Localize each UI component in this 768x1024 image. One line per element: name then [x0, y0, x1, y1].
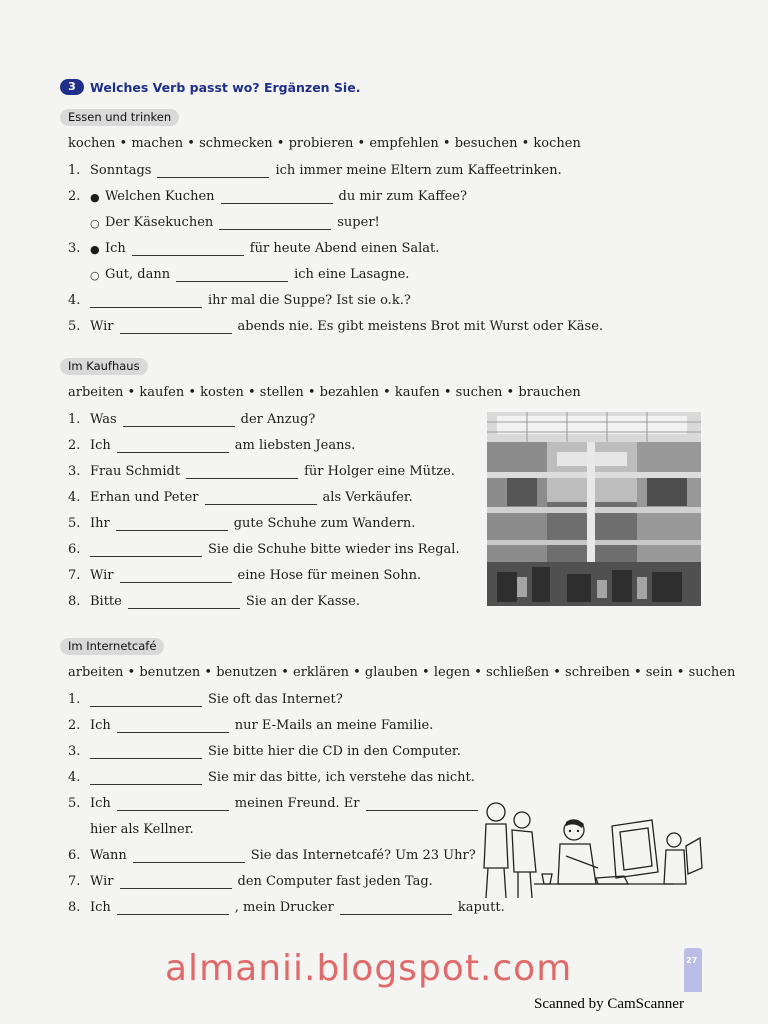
line-text: Sie an der Kasse.: [245, 594, 360, 609]
line-number: 3.: [68, 744, 81, 759]
line-text: Wir: [90, 319, 114, 334]
exercise-number-badge: 3: [60, 79, 84, 95]
answer-blank[interactable]: [186, 466, 298, 479]
line-text: du mir zum Kaffee?: [338, 189, 467, 204]
answer-blank[interactable]: [90, 694, 202, 707]
line-number: 2.: [68, 718, 81, 733]
answer-blank[interactable]: [117, 720, 229, 733]
filled-circle-icon: ●: [90, 243, 100, 256]
section-label-internetcafe: Im Internetcafé: [60, 638, 164, 655]
line-number: 4.: [68, 293, 81, 308]
open-circle-icon: ○: [90, 269, 100, 282]
internet-cafe-illustration: [474, 798, 704, 900]
line-number: 2.: [68, 438, 81, 453]
line-number: 8.: [68, 594, 81, 609]
answer-blank[interactable]: [132, 243, 244, 256]
section-label-essen: Essen und trinken: [60, 109, 179, 126]
answer-blank[interactable]: [366, 798, 478, 811]
exercise-line: [68, 160, 562, 178]
answer-blank[interactable]: [123, 414, 235, 427]
line-text: Sie mir das bitte, ich verstehe das nicht.: [208, 770, 475, 785]
exercise-line: [68, 819, 194, 837]
line-text: Wir: [90, 568, 114, 583]
exercise-line: [68, 741, 461, 759]
exercise-line: [68, 897, 505, 915]
line-text: gute Schuhe zum Wandern.: [233, 516, 416, 531]
line-number: 6.: [68, 848, 81, 863]
line-number: 5.: [68, 516, 81, 531]
line-text: Frau Schmidt: [90, 464, 181, 479]
line-number: 7.: [68, 874, 81, 889]
exercise-line: [68, 435, 355, 453]
line-number: 2.: [68, 189, 81, 204]
line-text: meinen Freund. Er: [234, 796, 360, 811]
line-text: als Verkäufer.: [322, 490, 413, 505]
scan-note: Scanned by CamScanner: [534, 996, 684, 1012]
answer-blank[interactable]: [157, 165, 269, 178]
line-text: ich eine Lasagne.: [294, 267, 410, 282]
line-text: abends nie. Es gibt meistens Brot mit Wurst oder Käse.: [237, 319, 604, 334]
exercise-line: [68, 212, 380, 230]
answer-blank[interactable]: [120, 570, 232, 583]
line-text: Ich: [90, 438, 111, 453]
page-number-tab: [684, 948, 702, 992]
line-number: 3.: [68, 464, 81, 479]
line-text: Der Käsekuchen: [105, 215, 214, 230]
line-text: ich immer meine Eltern zum Kaffeetrinken.: [275, 163, 562, 178]
exercise-line: [68, 689, 343, 707]
line-text: Bitte: [90, 594, 122, 609]
exercise-line: [68, 845, 476, 863]
exercise-line: [68, 316, 603, 334]
answer-blank[interactable]: [117, 902, 229, 915]
answer-blank[interactable]: [90, 746, 202, 759]
line-text: Sie das Internetcafé? Um 23 Uhr?: [250, 848, 476, 863]
line-number: 8.: [68, 900, 81, 915]
word-bank-kaufhaus: arbeiten • kaufen • kosten • stellen • bezahlen • kaufen • suchen • brauchen: [68, 385, 581, 400]
exercise-line: [68, 290, 411, 308]
line-text: den Computer fast jeden Tag.: [237, 874, 433, 889]
line-number: 5.: [68, 319, 81, 334]
line-text: nur E-Mails an meine Familie.: [234, 718, 434, 733]
line-text: Welchen Kuchen: [105, 189, 215, 204]
line-text: Gut, dann: [105, 267, 171, 282]
exercise-line: [68, 186, 467, 204]
line-text: Erhan und Peter: [90, 490, 199, 505]
exercise-line: [68, 409, 315, 427]
line-text: Ihr: [90, 516, 110, 531]
department-store-photo: [487, 412, 701, 606]
answer-blank[interactable]: [128, 596, 240, 609]
line-text: ihr mal die Suppe? Ist sie o.k.?: [208, 293, 411, 308]
line-text: Ich: [90, 718, 111, 733]
line-text: hier als Kellner.: [90, 822, 194, 837]
line-number: 7.: [68, 568, 81, 583]
answer-blank[interactable]: [117, 798, 229, 811]
page-number: 27: [686, 956, 698, 965]
line-text: Ich: [90, 796, 111, 811]
exercise-line: [68, 591, 360, 609]
answer-blank[interactable]: [133, 850, 245, 863]
line-text: für Holger eine Mütze.: [304, 464, 455, 479]
exercise-line: [68, 565, 421, 583]
line-text: am liebsten Jeans.: [234, 438, 356, 453]
exercise-title: Welches Verb passt wo? Ergänzen Sie.: [90, 79, 361, 95]
answer-blank[interactable]: [117, 440, 229, 453]
line-number: 3.: [68, 241, 81, 256]
open-circle-icon: ○: [90, 217, 100, 230]
word-bank-essen: kochen • machen • schmecken • probieren • empfehlen • besuchen • kochen: [68, 136, 581, 151]
exercise-heading: [60, 77, 360, 97]
answer-blank[interactable]: [90, 295, 202, 308]
line-number: 1.: [68, 692, 81, 707]
answer-blank[interactable]: [221, 191, 333, 204]
line-text: der Anzug?: [240, 412, 316, 427]
line-text: Sie die Schuhe bitte wieder ins Regal.: [208, 542, 460, 557]
line-number: 4.: [68, 490, 81, 505]
answer-blank[interactable]: [205, 492, 317, 505]
answer-blank[interactable]: [120, 321, 232, 334]
blog-watermark: almanii.blogspot.com: [165, 948, 573, 989]
line-text: eine Hose für meinen Sohn.: [237, 568, 422, 583]
line-number: 1.: [68, 412, 81, 427]
line-text: für heute Abend einen Salat.: [249, 241, 440, 256]
word-bank-internetcafe: arbeiten • benutzen • benutzen • erklären • glauben • legen • schließen • schreiben • sein • suchen: [68, 665, 736, 680]
filled-circle-icon: ●: [90, 191, 100, 204]
line-number: 5.: [68, 796, 81, 811]
line-number: 4.: [68, 770, 81, 785]
answer-blank[interactable]: [120, 876, 232, 889]
line-text: super!: [337, 215, 380, 230]
answer-blank[interactable]: [116, 518, 228, 531]
exercise-line: [68, 461, 455, 479]
exercise-line: [68, 539, 460, 557]
line-text: kaputt.: [457, 900, 505, 915]
line-text: Ich: [90, 900, 111, 915]
answer-blank[interactable]: [219, 217, 331, 230]
exercise-line: [68, 264, 409, 282]
line-text: Sie bitte hier die CD in den Computer.: [208, 744, 461, 759]
exercise-line: [68, 793, 484, 811]
exercise-line: [68, 513, 415, 531]
line-text: Ich: [105, 241, 126, 256]
exercise-line: [68, 767, 475, 785]
line-text: Wann: [90, 848, 127, 863]
section-label-kaufhaus: Im Kaufhaus: [60, 358, 148, 375]
exercise-line: [68, 871, 433, 889]
line-text: Wir: [90, 874, 114, 889]
line-text: Sonntags: [90, 163, 152, 178]
exercise-line: [68, 715, 433, 733]
line-number: 6.: [68, 542, 81, 557]
line-text: Was: [90, 412, 117, 427]
exercise-line: [68, 238, 439, 256]
line-number: 1.: [68, 163, 81, 178]
line-text: , mein Drucker: [234, 900, 334, 915]
answer-blank[interactable]: [90, 772, 202, 785]
answer-blank[interactable]: [90, 544, 202, 557]
line-text: Sie oft das Internet?: [208, 692, 343, 707]
answer-blank[interactable]: [176, 269, 288, 282]
exercise-line: [68, 487, 413, 505]
answer-blank[interactable]: [340, 902, 452, 915]
